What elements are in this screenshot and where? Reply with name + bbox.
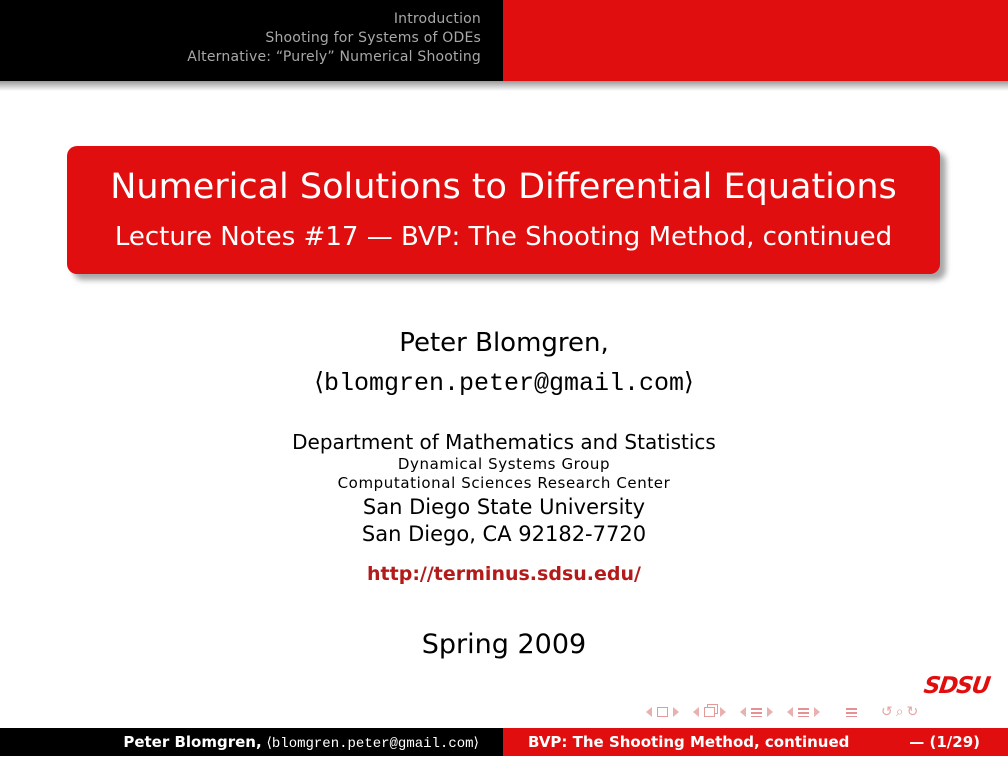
beamer-navigation-controls [646,703,932,721]
research-group: Dynamical Systems Group [397,455,611,473]
page-number: — (1/29) [909,733,980,751]
sdsu-logo: SDSU [922,673,991,699]
nav-section-numerical-shooting[interactable]: Alternative: “Purely” Numerical Shooting [187,49,481,65]
section-icon[interactable] [798,708,809,717]
author-email [0,366,1008,400]
address: San Diego, CA 92182-7720 [361,522,647,546]
research-center: Computational Sciences Research Center [337,474,671,492]
university: San Diego State University [362,495,646,519]
next-subsection-icon[interactable] [767,707,773,717]
footer-title-block [503,728,1008,756]
search-icon[interactable]: ⌕ [895,704,904,720]
angle-bracket-open: ⟨ [314,367,324,396]
header-bar [0,0,1008,81]
department: Department of Mathematics and Statistics [292,430,716,454]
slide-icon[interactable] [657,707,668,717]
footer-author-email: ⟨blomgren.peter@gmail.com⟩ [266,736,479,752]
nav-section-shooting-systems[interactable]: Shooting for Systems of ODEs [265,30,481,46]
next-frame-icon[interactable] [720,707,726,717]
nav-group-slide [646,707,679,717]
next-slide-icon[interactable] [673,707,679,717]
frame-icon[interactable] [704,707,715,717]
presentation-title: Numerical Solutions to Differential Equations [110,167,897,207]
section-navigation [0,0,503,81]
footer-author-name: Peter Blomgren, [123,733,262,751]
header-shadow [0,81,1008,91]
prev-frame-icon[interactable] [693,707,699,717]
footer-short-title: BVP: The Shooting Method, continued [528,733,850,751]
presentation-date: Spring 2009 [421,629,587,660]
prev-slide-icon[interactable] [646,707,652,717]
title-box [67,146,940,274]
header-accent-block [503,0,1008,81]
nav-section-introduction[interactable]: Introduction [393,11,481,27]
nav-group-frame [693,707,726,717]
prev-section-icon[interactable] [787,707,793,717]
document-icon[interactable] [846,708,857,717]
next-section-icon[interactable] [814,707,820,717]
nav-group-search [881,704,918,720]
redo-icon[interactable]: ↻ [906,704,919,720]
website-link[interactable]: http://terminus.sdsu.edu/ [367,563,641,585]
presentation-subtitle: Lecture Notes #17 — BVP: The Shooting Method, continued [114,222,893,252]
nav-group-section [787,707,820,717]
author-email-address: blomgren.peter@gmail.com [323,369,685,398]
nav-group-document [846,708,857,717]
prev-subsection-icon[interactable] [740,707,746,717]
nav-group-subsection [740,707,773,717]
footer-author [0,728,503,756]
author-name: Peter Blomgren, [399,328,609,358]
undo-icon[interactable]: ↺ [881,704,893,720]
angle-bracket-close: ⟩ [684,367,694,396]
footer-bar [0,728,1008,756]
subsection-icon[interactable] [751,708,762,717]
